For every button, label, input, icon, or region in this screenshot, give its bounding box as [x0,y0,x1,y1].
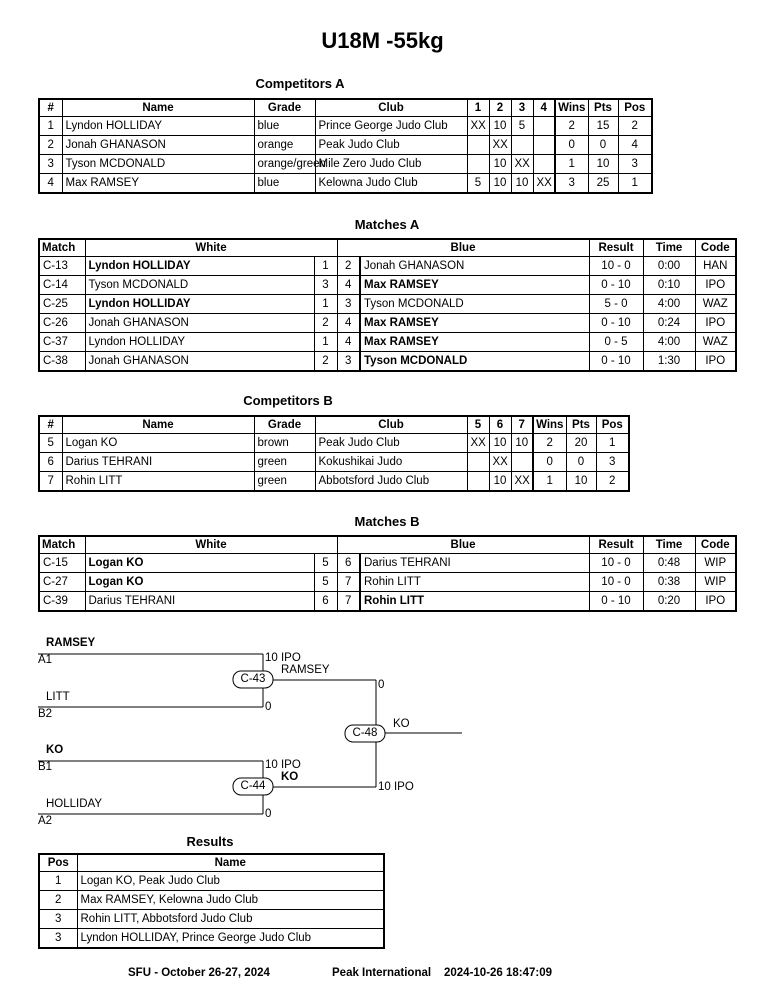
competitors-a-table [38,98,653,194]
table-cell: 2 [618,117,652,136]
match-id: C-39 [39,592,85,612]
white-competitor: Darius TEHRANI [85,592,314,612]
table-cell: orange [254,136,315,155]
table-cell: XX [511,472,533,492]
white-number: 1 [314,295,337,314]
column-header: Pos [39,854,77,872]
result-name: Logan KO, Peak Judo Club [77,872,384,891]
table-cell: Max RAMSEY [62,174,254,194]
column-header: 7 [511,416,533,434]
white-number: 3 [314,276,337,295]
table-cell: 10 [489,434,511,453]
column-header: Code [695,239,736,257]
bracket-competitor-name: KO [46,744,64,756]
blue-number: 2 [337,257,360,276]
match-time: 0:24 [643,314,695,333]
match-result: 0 - 5 [589,333,643,352]
table-cell [467,136,489,155]
match-time: 0:20 [643,592,695,612]
competitors-a-heading: Competitors A [255,76,345,91]
match-result: 0 - 10 [589,592,643,612]
table-cell: 10 [489,472,511,492]
column-header: Name [62,416,254,434]
white-competitor: Jonah GHANASON [85,352,314,372]
bracket-competitor-name: RAMSEY [46,637,96,649]
blue-number: 6 [337,554,360,573]
result-row [39,910,384,929]
table-cell: 1 [533,472,566,492]
white-competitor: Tyson MCDONALD [85,276,314,295]
blue-number: 4 [337,333,360,352]
white-competitor: Logan KO [85,554,314,573]
table-cell: 6 [39,453,62,472]
column-header: 6 [489,416,511,434]
column-header: Name [77,854,384,872]
column-header: Wins [555,99,588,117]
blue-number: 7 [337,573,360,592]
match-id: C-26 [39,314,85,333]
column-header: 1 [467,99,489,117]
match-id: C-38 [39,352,85,372]
footer-timestamp: 2024-10-26 18:47:09 [444,967,553,979]
bracket-seed: A2 [38,815,53,827]
match-c44-label: C-44 [240,780,266,792]
table-cell: green [254,472,315,492]
table-cell: 10 [489,117,511,136]
table-row [39,472,629,492]
table-cell: 2 [533,434,566,453]
table-cell: 4 [39,174,62,194]
table-cell: 5 [39,434,62,453]
bracket-score: 0 [378,679,385,691]
result-position: 3 [39,929,77,949]
table-header-row [39,99,652,117]
match-c48-label: C-48 [352,727,378,739]
table-cell: 2 [555,117,588,136]
table-cell: 7 [39,472,62,492]
table-cell: XX [489,453,511,472]
match-id: C-14 [39,276,85,295]
table-header-row [39,536,736,554]
table-cell: XX [511,155,533,174]
white-competitor: Jonah GHANASON [85,314,314,333]
match-code: IPO [695,352,736,372]
table-cell: 10 [489,155,511,174]
competitors-b-heading: Competitors B [243,393,333,408]
match-code: HAN [695,257,736,276]
column-header: Name [62,99,254,117]
match-result: 10 - 0 [589,573,643,592]
match-time: 4:00 [643,333,695,352]
result-name: Rohin LITT, Abbotsford Judo Club [77,910,384,929]
table-cell [533,155,555,174]
bracket-score: 0 [265,701,272,713]
table-cell: 10 [511,174,533,194]
column-header: Match [39,239,85,257]
match-row [39,257,736,276]
result-position: 1 [39,872,77,891]
blue-competitor: Max RAMSEY [360,333,589,352]
match-c43-label: C-43 [240,673,266,685]
blue-competitor: Max RAMSEY [360,276,589,295]
blue-number: 4 [337,276,360,295]
result-row [39,872,384,891]
table-cell: 20 [566,434,596,453]
bracket-winner: KO [281,771,299,783]
column-header: Grade [254,416,315,434]
table-cell: 10 [511,434,533,453]
match-row [39,592,736,612]
column-header: Pts [588,99,618,117]
match-id: C-27 [39,573,85,592]
table-cell: orange/green [254,155,315,174]
white-number: 2 [314,314,337,333]
table-cell: green [254,453,315,472]
column-header: Pts [566,416,596,434]
table-cell: 0 [533,453,566,472]
blue-number: 4 [337,314,360,333]
table-cell: 3 [555,174,588,194]
blue-number: 3 [337,352,360,372]
white-competitor: Logan KO [85,573,314,592]
table-cell: 0 [566,453,596,472]
match-id: C-25 [39,295,85,314]
table-row [39,434,629,453]
table-cell [467,453,489,472]
white-competitor: Lyndon HOLLIDAY [85,333,314,352]
match-code: WIP [695,554,736,573]
table-cell [533,117,555,136]
table-cell: 5 [467,174,489,194]
match-code: WIP [695,573,736,592]
column-header: Time [643,239,695,257]
white-number: 1 [314,333,337,352]
table-cell: blue [254,174,315,194]
bracket-score: 10 IPO [378,781,414,793]
match-row [39,573,736,592]
white-number: 2 [314,352,337,372]
blue-number: 7 [337,592,360,612]
match-result: 10 - 0 [589,257,643,276]
match-time: 4:00 [643,295,695,314]
match-result: 0 - 10 [589,276,643,295]
table-cell: Peak Judo Club [315,136,467,155]
blue-competitor: Jonah GHANASON [360,257,589,276]
bracket-winner: RAMSEY [281,664,330,676]
results-heading: Results [186,834,234,849]
blue-competitor: Tyson MCDONALD [360,295,589,314]
table-header-row [39,239,736,257]
table-cell: 15 [588,117,618,136]
table-cell: Abbotsford Judo Club [315,472,467,492]
table-cell: Jonah GHANASON [62,136,254,155]
table-cell: 0 [555,136,588,155]
matches-a-heading: Matches A [354,217,420,232]
table-cell: 3 [596,453,629,472]
bracket-score: 10 IPO [265,759,301,771]
match-result: 0 - 10 [589,352,643,372]
column-header: Club [315,99,467,117]
bracket-seed: B2 [38,708,53,720]
column-header: # [39,416,62,434]
white-number: 1 [314,257,337,276]
table-cell: 10 [588,155,618,174]
column-header: Wins [533,416,566,434]
table-cell: 10 [489,174,511,194]
table-cell: 2 [39,136,62,155]
table-cell [511,453,533,472]
table-cell: 0 [588,136,618,155]
column-header: Match [39,536,85,554]
result-name: Max RAMSEY, Kelowna Judo Club [77,891,384,910]
table-cell: Kokushikai Judo [315,453,467,472]
table-cell: blue [254,117,315,136]
table-cell: XX [467,117,489,136]
matches-b-heading: Matches B [354,514,420,529]
bracket-competitor-name: LITT [46,691,70,703]
table-cell: Logan KO [62,434,254,453]
table-header-row [39,416,629,434]
column-header: White [85,536,337,554]
column-header: Club [315,416,467,434]
table-cell [467,472,489,492]
bracket-seed: B1 [38,761,53,773]
table-cell: brown [254,434,315,453]
blue-number: 3 [337,295,360,314]
bracket-score: 10 IPO [265,652,301,664]
match-code: IPO [695,314,736,333]
table-cell: 2 [596,472,629,492]
match-result: 10 - 0 [589,554,643,573]
match-row [39,333,736,352]
match-id: C-15 [39,554,85,573]
match-row [39,295,736,314]
white-number: 5 [314,554,337,573]
result-row [39,891,384,910]
table-row [39,174,652,194]
match-time: 0:10 [643,276,695,295]
page-title: U18M -55kg [321,28,444,53]
column-header: Grade [254,99,315,117]
white-number: 5 [314,573,337,592]
table-cell: 10 [566,472,596,492]
match-row [39,276,736,295]
column-header: 4 [533,99,555,117]
bracket-final-winner: KO [393,718,410,730]
match-code: WAZ [695,333,736,352]
table-cell: 1 [39,117,62,136]
column-header: Blue [337,239,589,257]
blue-competitor: Darius TEHRANI [360,554,589,573]
column-header: White [85,239,337,257]
table-cell [533,136,555,155]
blue-competitor: Rohin LITT [360,592,589,612]
table-header-row [39,854,384,872]
match-row [39,352,736,372]
match-code: IPO [695,276,736,295]
blue-competitor: Max RAMSEY [360,314,589,333]
match-row [39,554,736,573]
footer-event: SFU - October 26-27, 2024 [128,967,270,979]
table-cell: XX [489,136,511,155]
blue-competitor: Tyson MCDONALD [360,352,589,372]
table-cell: Lyndon HOLLIDAY [62,117,254,136]
footer-tournament: Peak International [332,967,432,979]
table-cell: 1 [555,155,588,174]
column-header: Code [695,536,736,554]
column-header: Pos [596,416,629,434]
table-cell: 3 [618,155,652,174]
table-cell: 3 [39,155,62,174]
competitors-b-table [38,415,630,492]
table-cell: Tyson MCDONALD [62,155,254,174]
white-number: 6 [314,592,337,612]
result-position: 3 [39,910,77,929]
bracket-seed: A1 [38,654,53,666]
blue-competitor: Rohin LITT [360,573,589,592]
table-cell: Prince George Judo Club [315,117,467,136]
match-time: 0:00 [643,257,695,276]
table-cell: 1 [596,434,629,453]
table-row [39,117,652,136]
match-time: 0:38 [643,573,695,592]
match-result: 5 - 0 [589,295,643,314]
column-header: 5 [467,416,489,434]
matches-a-table [38,238,737,372]
bracket-competitor-name: HOLLIDAY [46,798,103,810]
match-time: 1:30 [643,352,695,372]
result-name: Lyndon HOLLIDAY, Prince George Judo Club [77,929,384,949]
table-row [39,136,652,155]
table-cell: Rohin LITT [62,472,254,492]
table-cell: XX [467,434,489,453]
column-header: Pos [618,99,652,117]
column-header: Time [643,536,695,554]
white-competitor: Lyndon HOLLIDAY [85,257,314,276]
match-code: WAZ [695,295,736,314]
table-cell: XX [533,174,555,194]
column-header: Result [589,536,643,554]
match-id: C-13 [39,257,85,276]
bracket-score: 0 [265,808,272,820]
match-row [39,314,736,333]
match-result: 0 - 10 [589,314,643,333]
table-cell: Kelowna Judo Club [315,174,467,194]
table-cell [467,155,489,174]
table-cell: Darius TEHRANI [62,453,254,472]
match-code: IPO [695,592,736,612]
match-id: C-37 [39,333,85,352]
table-cell: 1 [618,174,652,194]
table-cell: 25 [588,174,618,194]
white-competitor: Lyndon HOLLIDAY [85,295,314,314]
column-header: Result [589,239,643,257]
table-cell: Mile Zero Judo Club [315,155,467,174]
table-row [39,155,652,174]
match-time: 0:48 [643,554,695,573]
table-cell: 5 [511,117,533,136]
column-header: Blue [337,536,589,554]
results-table [38,853,385,949]
table-row [39,453,629,472]
table-cell: Peak Judo Club [315,434,467,453]
result-row [39,929,384,949]
column-header: 3 [511,99,533,117]
column-header: # [39,99,62,117]
result-position: 2 [39,891,77,910]
matches-b-table [38,535,737,612]
column-header: 2 [489,99,511,117]
table-cell: 4 [618,136,652,155]
table-cell [511,136,533,155]
